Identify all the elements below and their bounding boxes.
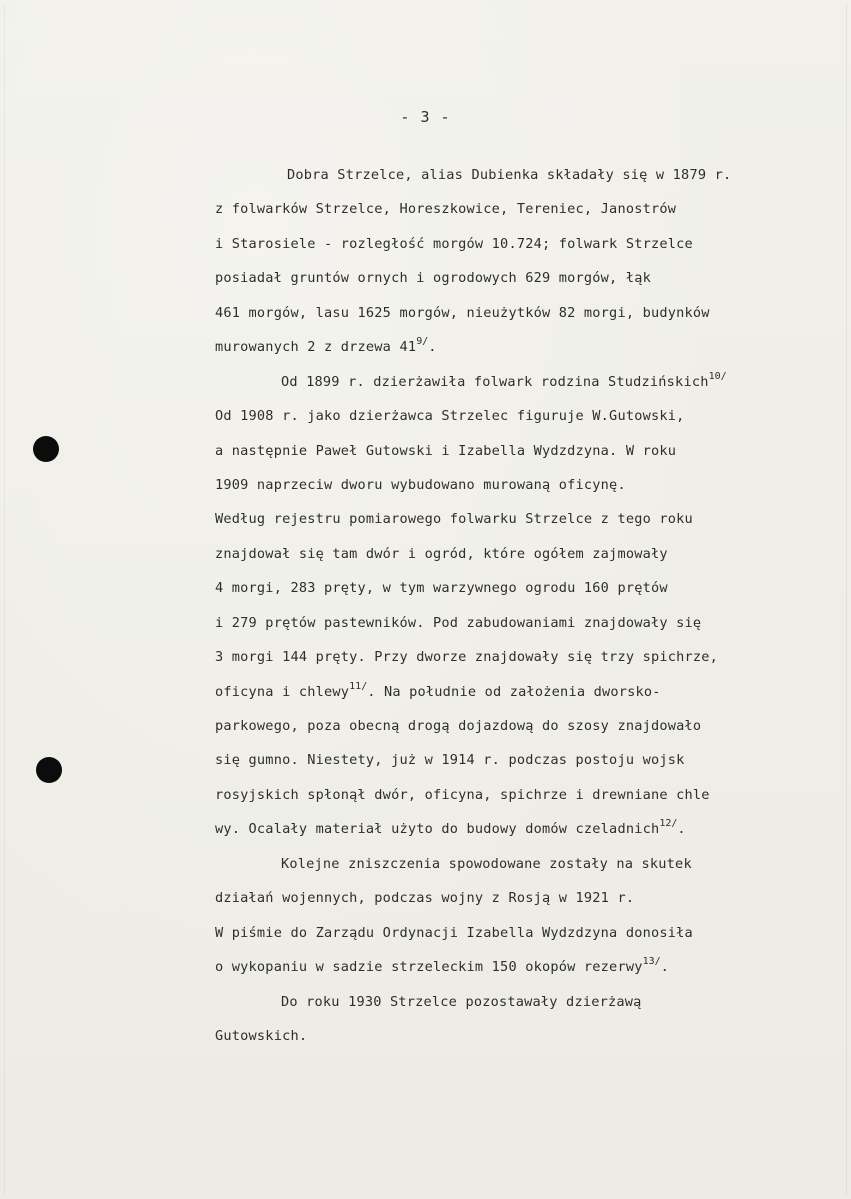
punch-hole-top — [33, 436, 59, 462]
text-line: murowanych 2 z drzewa 41$^{9/}$. — [215, 336, 437, 356]
footnote-ref: 13/ — [642, 956, 661, 968]
page-number: - 3 - — [400, 108, 451, 126]
footnote-ref: 10/ — [708, 370, 727, 382]
paragraph — [215, 365, 845, 847]
footnote-ref: 12/ — [659, 818, 678, 830]
text-line: W piśmie do Zarządu Ordynacji Izabella Wydzdzyna donosiła — [215, 924, 693, 941]
text-line: z folwarków Strzelce, Horeszkowice, Tereniec, Janostrów — [215, 201, 677, 218]
text-line: Do roku 1930 Strzelce pozostawały dzierżawą — [281, 993, 642, 1010]
text-line: się gumno. Niestety, już w 1914 r. podczas postoju wojsk — [215, 752, 685, 769]
footnote-ref: 9/ — [416, 336, 429, 348]
text-line: wy. Ocalały materiał użyto do budowy domów czeladnich$^{12/}$. — [215, 818, 686, 838]
text-line: posiadał gruntów ornych i ogrodowych 629 morgów, łąk — [215, 270, 651, 287]
paragraph — [215, 158, 845, 365]
text-line: i Starosiele - rozległość morgów 10.724; folwark Strzelce — [215, 235, 693, 252]
text-line: 3 morgi 144 pręty. Przy dworze znajdowały się trzy spichrze, — [215, 649, 719, 666]
text-line: 1909 naprzeciw dworu wybudowano murowaną oficynę. — [215, 476, 626, 493]
footnote-ref: 11/ — [349, 680, 368, 692]
text-line: rosyjskich spłonął dwór, oficyna, spichrze i drewniane chle — [215, 786, 710, 803]
punch-hole-bottom — [36, 757, 62, 783]
text-line: znajdował się tam dwór i ogród, które ogółem zajmowały — [215, 545, 668, 562]
text-line: o wykopaniu w sadzie strzeleckim 150 okopów rezerwy$^{13/}$. — [215, 956, 670, 976]
text-line: i 279 prętów pastewników. Pod zabudowaniami znajdowały się — [215, 614, 702, 631]
body-text — [215, 158, 845, 1053]
text-line: Kolejne zniszczenia spowodowane zostały na skutek — [281, 855, 692, 872]
text-line: Dobra Strzelce, alias Dubienka składały się w 1879 r. — [287, 167, 732, 183]
text-line: 4 morgi, 283 pręty, w tym warzywnego ogrodu 160 prętów — [215, 580, 668, 597]
text-line: działań wojennych, podczas wojny z Rosją w 1921 r. — [215, 890, 635, 907]
text-line: a następnie Paweł Gutowski i Izabella Wydzdzyna. W roku — [215, 442, 677, 459]
text-line: parkowego, poza obecną drogą dojazdową do szosy znajdowało — [215, 718, 702, 734]
text-line: Gutowskich. — [215, 1027, 308, 1044]
text-line: oficyna i chlewy$^{11/}$. Na południe od założenia dworsko- — [215, 680, 661, 700]
paragraph — [215, 985, 845, 1054]
text-line: Od 1908 r. jako dzierżawca Strzelec figuruje W.Gutowski, — [215, 408, 685, 425]
paragraph — [215, 847, 845, 985]
text-line: Według rejestru pomiarowego folwarku Strzelce z tego roku — [215, 511, 693, 528]
text-line: 461 morgów, lasu 1625 morgów, nieużytków 82 morgi, budynków — [215, 304, 710, 321]
text-line: Od 1899 r. dzierżawiła folwark rodzina Studzińskich$^{10/}$ — [281, 370, 727, 390]
